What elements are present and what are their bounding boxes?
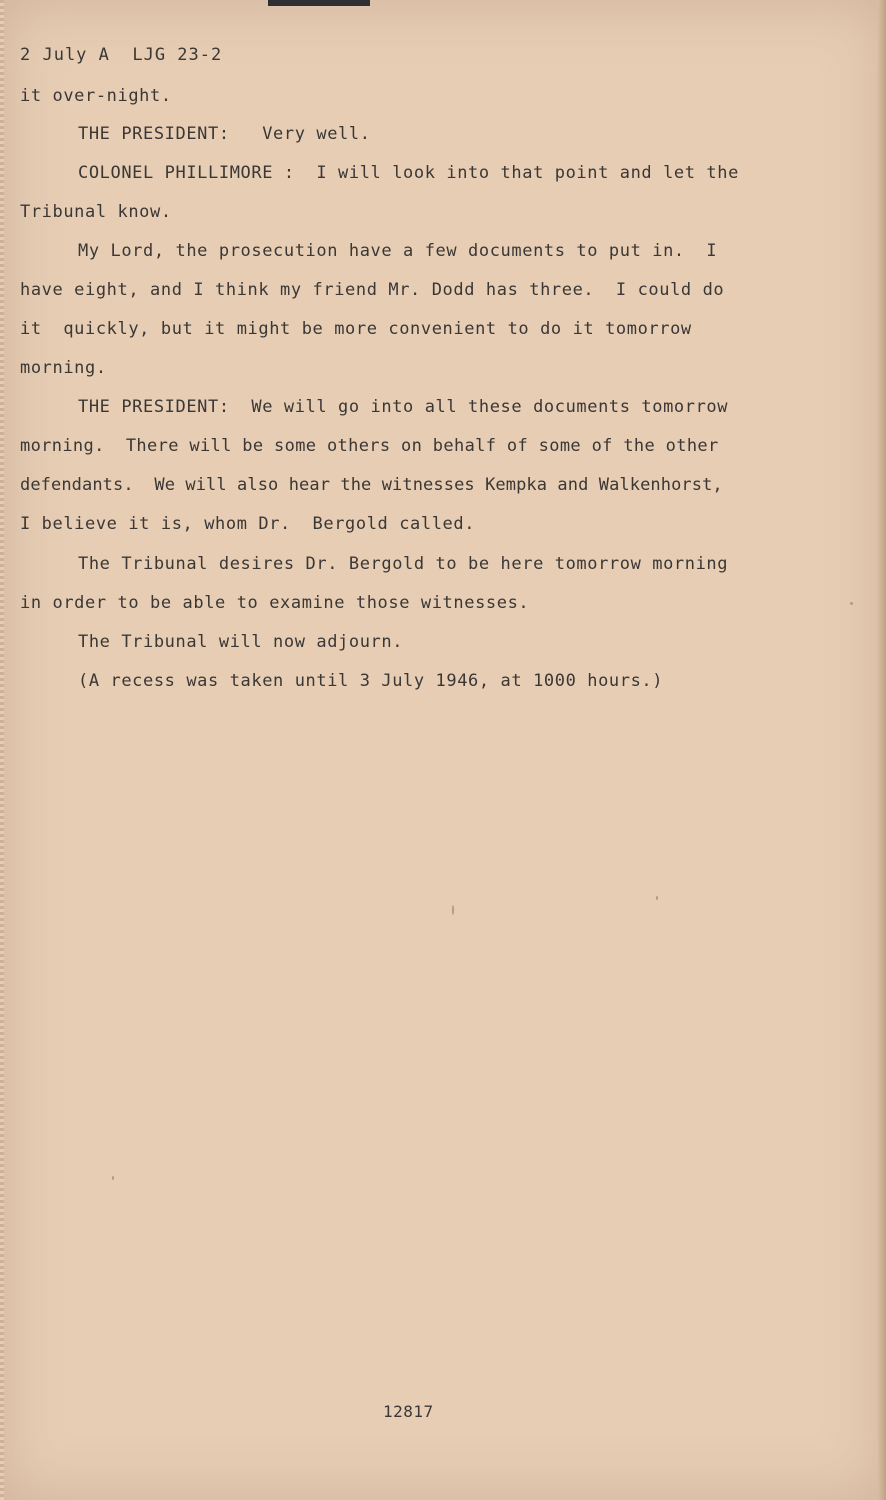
text-line: The Tribunal will now adjourn. [78,632,404,652]
text-line: morning. There will be some others on behalf of some of the other [20,436,719,456]
text-line: (A recess was taken until 3 July 1946, at 1000 hours.) [78,671,664,691]
page-right-edge [878,0,886,1500]
page-left-edge [0,0,4,1500]
text-line: have eight, and I think my friend Mr. Dodd has three. I could do [20,280,725,300]
text-line: I believe it is, whom Dr. Bergold called. [20,514,476,534]
binder-tab [268,0,370,6]
page-header: 2 July A LJG 23-2 [20,45,223,65]
paper-speck [656,896,658,900]
text-line: THE PRESIDENT: We will go into all these documents tomorrow [78,397,729,417]
text-line: COLONEL PHILLIMORE : I will look into that point and let the [78,163,739,183]
page-number: 12817 [383,1402,434,1421]
text-line: it quickly, but it might be more convenient to do it tomorrow [20,319,692,339]
text-line: THE PRESIDENT: Very well. [78,124,371,144]
text-line: Tribunal know. [20,202,172,222]
paper-speck [112,1176,114,1180]
text-line: in order to be able to examine those witnesses. [20,593,530,613]
paper-speck [850,602,853,605]
text-line: defendants. We will also hear the witnesses Kempka and Walkenhorst, [20,475,723,495]
text-line: it over-night. [20,86,172,106]
text-line: My Lord, the prosecution have a few documents to put in. I [78,241,718,261]
paper-speck [452,905,454,915]
text-line: The Tribunal desires Dr. Bergold to be here tomorrow morning [78,554,729,574]
text-line: morning. [20,358,107,378]
